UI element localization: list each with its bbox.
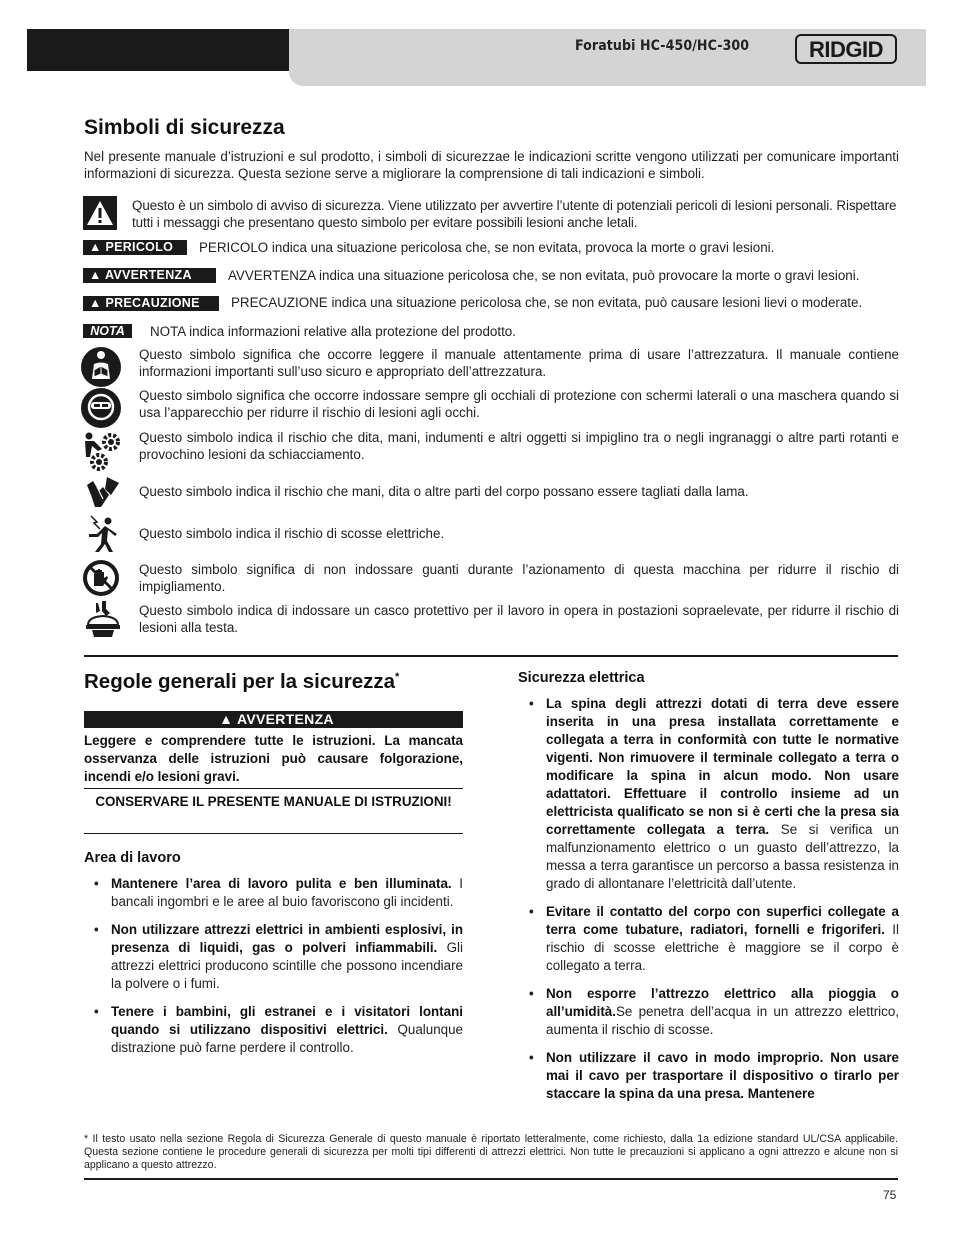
precauzione-text: PRECAUZIONE indica una situazione pericolosa che, se non evitata, può causare lesioni lievi o moderate.	[231, 295, 863, 310]
list-item-bold: Non esporre l’attrezzo elettrico alla pioggia o all’umidità.	[546, 986, 899, 1019]
header-grey-tab	[289, 71, 926, 86]
no-gloves-icon	[81, 558, 121, 598]
list-item-bold: Non utilizzare attrezzi elettrici in ambienti esplosivi, in presenza di liquidi, gas o polveri infiammabili.	[111, 922, 463, 955]
avvertenza-label-text: AVVERTENZA	[104, 268, 192, 282]
pericolo-label	[83, 240, 187, 255]
list-item	[519, 1049, 899, 1103]
list-item-bold: Evitare il contatto del corpo con superfici collegate a terra come tubature, radiatori, fornelli e frigoriferi.	[546, 904, 899, 937]
electric-shock-icon	[83, 514, 123, 554]
svg-text:RIDGID: RIDGID	[809, 37, 883, 62]
header-black-bar	[27, 29, 289, 71]
page-number: 75	[883, 1188, 897, 1202]
list-item-bold: Mantenere l’area di lavoro pulita e ben illuminata.	[111, 876, 452, 891]
list-item-text: Se penetra dell’acqua in un attrezzo elettrico, aumenta il rischio di scosse.	[546, 1004, 899, 1037]
ridgid-logo	[795, 34, 897, 64]
nota-label: NOTA	[83, 324, 132, 338]
warning-triangle-icon: ▲	[89, 240, 106, 254]
safety-alert-icon	[83, 196, 117, 230]
area-di-lavoro-title: Area di lavoro	[84, 850, 181, 866]
rule-bottom-conserve	[84, 833, 463, 834]
pericolo-label-text: PERICOLO	[105, 240, 174, 254]
symbol-text-entanglement: Questo simbolo indica il rischio che dita, mani, indumenti e altri oggetti si impiglino tra o negli ingranaggi o altre parti rotanti e provochino lesioni da schiacciamento.	[139, 430, 899, 462]
header-title: Foratubi HC-450/HC-300	[575, 38, 750, 54]
regole-heading-text: Regole generali per la sicurezza	[84, 670, 396, 693]
symbol-text-eye-protection: Questo simbolo significa che occorre indossare sempre gli occhiali di protezione con schermi laterali o una maschera quando si usa l’apparecchio per ridurre il rischio di lesioni agli occhi.	[139, 388, 899, 420]
list-item	[519, 903, 899, 975]
sicurezza-elettrica-list	[519, 695, 899, 1123]
section-divider	[84, 655, 898, 657]
nota-text: NOTA indica informazioni relative alla protezione del prodotto.	[150, 324, 516, 339]
intro-paragraph: Nel presente manuale d’istruzioni e sul prodotto, i simboli di sicurezzae le indicazioni scritte vengono utilizzati per comunicare importanti informazioni di sicurezza. Questa sezione serve a migliorare la comprensione di tali indicazioni e simboli.	[84, 149, 899, 181]
blade-cut-icon	[83, 473, 123, 511]
eye-protection-icon	[80, 387, 122, 429]
conserve-notice: CONSERVARE IL PRESENTE MANUALE DI ISTRUZIONI!	[95, 794, 452, 809]
list-item-text: I bancali ingombri e le aree al buio favoriscono gli incidenti.	[111, 876, 463, 909]
sicurezza-elettrica-title: Sicurezza elettrica	[518, 670, 645, 686]
entanglement-icon	[80, 429, 122, 471]
read-manual-icon	[80, 346, 122, 388]
area-di-lavoro-list	[84, 875, 463, 1067]
avvertenza-banner	[84, 711, 463, 728]
list-item-text: Gli attrezzi elettrici producono scintille che possono incendiare la polvere o i fumi.	[111, 940, 463, 991]
rule-top-conserve	[84, 788, 463, 789]
symbol-text-read-manual: Questo simbolo significa che occorre leggere il manuale attentamente prima di usare l’attrezzatura. Il manuale contiene informazioni importanti sull’uso sicuro e appropriato dell’attrezzatura.	[139, 347, 899, 379]
list-item	[84, 875, 463, 911]
footnote-mark: *	[395, 671, 400, 684]
precauzione-label	[83, 296, 219, 311]
section-heading-regole	[84, 670, 399, 694]
hard-hat-icon	[84, 599, 122, 639]
list-item-bold: Tenere i bambini, gli estranei e i visitatori lontani quando si utilizzano dispositivi elettrici.	[111, 1004, 463, 1037]
warning-triangle-icon: ▲	[219, 711, 237, 727]
symbol-text-no-gloves: Questo simbolo significa di non indossare guanti durante l’azionamento di questa macchina per ridurre il rischio di impigliamento.	[139, 562, 899, 594]
list-item-text: Se si verifica un malfunzionamento elettrico o un guasto dell’attrezzo, la messa a terra garantisce un percorso a bassa resistenza in grado di allontanare l’elettricità dall’utente.	[546, 822, 899, 891]
pericolo-text: PERICOLO indica una situazione pericolosa che, se non evitata, provoca la morte o gravi lesioni.	[199, 240, 775, 255]
list-item-bold: La spina degli attrezzi dotati di terra deve essere inserita in una presa installata correttamente e collegata a terra in conformità con tutte le normative vigenti. Non rimuovere il terminale collegato a terra o modificare la spina in alcun modo. Non usare adattatori. Effettuare il controllo insieme ad un elettricista qualificato se non si è certi che la presa sia correttamente collegata a terra.	[546, 696, 899, 837]
symbol-text-hard-hat: Questo simbolo indica di indossare un casco protettivo per il lavoro in opera in postazioni sopraelevate, per ridurre il rischio di lesioni alla testa.	[139, 603, 899, 635]
list-item-text: Qualunque distrazione può farne perdere il controllo.	[111, 1022, 463, 1055]
avvertenza-text: AVVERTENZA indica una situazione pericolosa che, se non evitata, può provocare la morte o gravi lesioni.	[228, 268, 860, 283]
avvertenza-label	[83, 268, 216, 283]
precauzione-label-text: PRECAUZIONE	[105, 296, 200, 310]
symbol-text-electric-shock: Questo simbolo indica il rischio di scosse elettriche.	[139, 526, 445, 541]
list-item	[519, 695, 899, 893]
list-item	[519, 985, 899, 1039]
alert-symbol-text: Questo è un simbolo di avviso di sicurezza. Viene utilizzato per avvertire l’utente di potenziali pericoli di lesioni personali. Rispettare tutti i messaggi che presentano questo simbolo per evitare possibili lesioni anche letali.	[132, 198, 897, 230]
list-item	[84, 921, 463, 993]
list-item	[84, 1003, 463, 1057]
footnote: * Il testo usato nella sezione Regola di Sicurezza Generale di questo manuale è riportato letteralmente, come richiesto, dalla 1a edizione standard UL/CSA applicabile. Questa sezione contiene le procedure generali di sicurezza per molti tipi differenti di attrezzi elettrici. Non tutte le precauzioni si applicano a ogni attrezzo e alcune non si applicano a questo attrezzo.	[84, 1133, 898, 1171]
warning-triangle-icon: ▲	[89, 268, 105, 282]
list-item-text: Il rischio di scosse elettriche è maggiore se il corpo è collegato a terra.	[546, 922, 899, 973]
warning-paragraph: Leggere e comprendere tutte le istruzioni. La mancata osservanza delle istruzioni può causare folgorazione, incendi e/o lesioni gravi.	[84, 733, 463, 784]
warning-triangle-icon: ▲	[89, 296, 106, 310]
symbol-text-blade-cut: Questo simbolo indica il rischio che mani, dita o altre parti del corpo possano essere tagliati dalla lama.	[139, 484, 749, 499]
section-heading-simboli: Simboli di sicurezza	[84, 116, 285, 139]
list-item-bold: Non utilizzare il cavo in modo improprio. Non usare mai il cavo per trasportare il dispositivo o tirarlo per staccare la spina da una presa. Mantenere	[546, 1050, 899, 1101]
footer-rule	[84, 1178, 898, 1180]
avvertenza-banner-text: AVVERTENZA	[236, 711, 334, 727]
